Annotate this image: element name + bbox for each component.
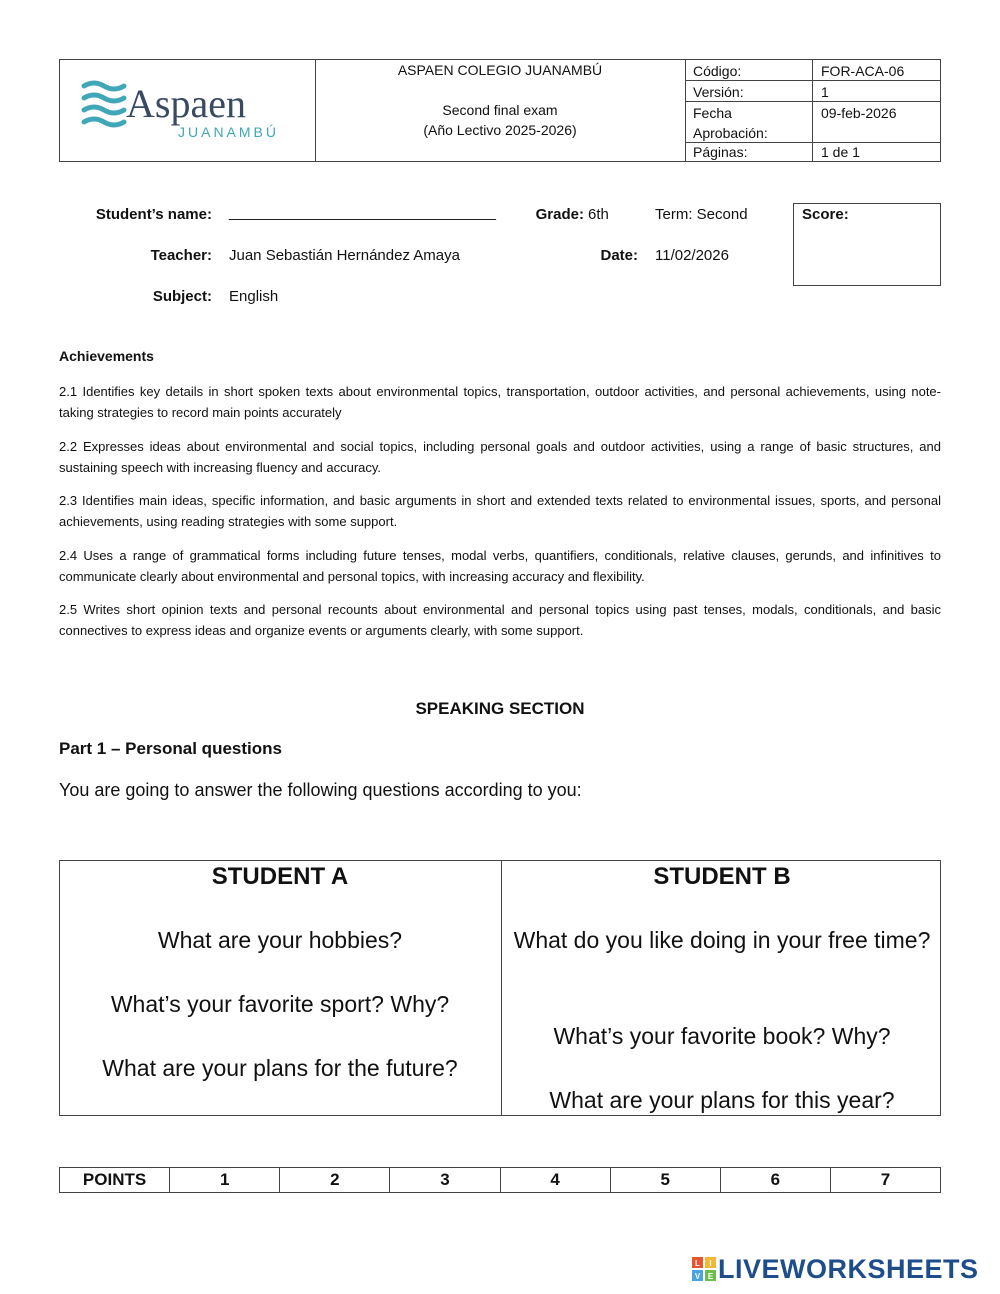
points-option-3[interactable]: 3 bbox=[390, 1168, 500, 1192]
student-b-title: STUDENT B bbox=[653, 863, 791, 890]
student-b-column bbox=[501, 861, 942, 1115]
term-text: Term: Second bbox=[655, 206, 748, 223]
student-name-label: Student’s name: bbox=[95, 206, 212, 223]
document-meta bbox=[685, 60, 940, 161]
points-option-7[interactable]: 7 bbox=[880, 1170, 891, 1189]
points-row bbox=[59, 1167, 941, 1193]
liveworksheets-brand bbox=[692, 1254, 979, 1284]
question: What’s your favorite book? Why? bbox=[553, 1023, 891, 1049]
logo-cell bbox=[60, 60, 316, 161]
svg-text:I: I bbox=[709, 1259, 712, 1268]
points-option-6[interactable]: 6 bbox=[721, 1168, 831, 1192]
exam-name: Second final exam bbox=[442, 102, 558, 118]
meta-value: 1 de 1 bbox=[821, 144, 860, 160]
achievement-item: 2.3 Identifies main ideas, specific information, and basic arguments in short and extended texts related to environmental issues, sports, and personal achievements, using reading strategies with some support. bbox=[59, 493, 941, 529]
meta-key: Fecha Aprobación: bbox=[693, 105, 768, 141]
student-a-column bbox=[60, 861, 500, 1115]
grade-value: 6th bbox=[588, 206, 609, 223]
teacher-label: Teacher: bbox=[150, 247, 212, 264]
meta-row-code bbox=[685, 60, 940, 81]
question: What are your plans for this year? bbox=[549, 1087, 895, 1113]
subject-value: English bbox=[229, 288, 279, 305]
points-option-4[interactable]: 4 bbox=[501, 1168, 611, 1192]
school-name: ASPAEN COLEGIO JUANAMBÚ bbox=[397, 62, 603, 78]
student-a-title: STUDENT A bbox=[211, 863, 349, 890]
student-name-field[interactable]: ________________________________ bbox=[229, 204, 496, 221]
svg-text:L: L bbox=[695, 1259, 700, 1268]
logo-wordmark: Aspaen bbox=[126, 81, 246, 126]
question: What’s your favorite sport? Why? bbox=[110, 991, 450, 1017]
svg-text:V: V bbox=[694, 1272, 701, 1281]
document-header-table bbox=[59, 59, 941, 162]
points-option-2[interactable]: 2 bbox=[280, 1168, 390, 1192]
meta-row-approval bbox=[685, 102, 940, 143]
meta-row-version bbox=[685, 81, 940, 102]
meta-key: Páginas: bbox=[693, 144, 748, 160]
achievements-title: Achievements bbox=[59, 348, 154, 364]
points-label: POINTS bbox=[60, 1168, 170, 1192]
instruction-text: You are going to answer the following questions according to you: bbox=[59, 780, 582, 800]
logo-subtext: JUANAMBÚ bbox=[178, 124, 280, 140]
meta-row-pages bbox=[685, 143, 940, 161]
subject-label: Subject: bbox=[152, 288, 212, 305]
school-title-cell bbox=[315, 60, 686, 161]
meta-value: FOR-ACA-06 bbox=[821, 63, 905, 79]
score-label: Score: bbox=[802, 206, 849, 223]
questions-table bbox=[59, 860, 941, 1116]
date-value: 11/02/2026 bbox=[655, 247, 729, 264]
grade-label: Grade: bbox=[535, 206, 584, 223]
svg-text:E: E bbox=[707, 1272, 714, 1281]
achievement-item: 2.4 Uses a range of grammatical forms including future tenses, modal verbs, quantifiers, conditionals, relative clauses, gerunds, and infinitives to communicate clearly about environmental and personal topics, with increasing accuracy and flexibility. bbox=[59, 548, 941, 584]
teacher-value: Juan Sebastián Hernández Amaya bbox=[229, 247, 460, 264]
achievement-item: 2.1 Identifies key details in short spoken texts about environmental topics, transportation, outdoor activities, and personal achievements, using note-taking strategies to record main points accurately bbox=[59, 384, 941, 420]
aspaen-logo-icon bbox=[80, 78, 130, 136]
liveworksheets-wordmark: LIVEWORKSHEETS bbox=[718, 1253, 979, 1284]
part-title: Part 1 – Personal questions bbox=[59, 739, 282, 758]
meta-value: 09-feb-2026 bbox=[821, 105, 897, 121]
school-year: (Año Lectivo 2025-2026) bbox=[423, 122, 577, 138]
date-label: Date: bbox=[600, 247, 638, 264]
section-title: SPEAKING SECTION bbox=[415, 699, 585, 718]
question: What are your plans for the future? bbox=[102, 1055, 458, 1081]
meta-key: Versión: bbox=[693, 84, 744, 100]
achievement-item: 2.2 Expresses ideas about environmental and social topics, including personal goals and outdoor activities, using a range of basic structures, and sustaining speech with increasing fluency and accuracy. bbox=[59, 439, 941, 475]
points-option-5[interactable]: 5 bbox=[611, 1168, 721, 1192]
meta-key: Código: bbox=[693, 63, 742, 79]
meta-value: 1 bbox=[821, 84, 829, 100]
points-option-1[interactable]: 1 bbox=[170, 1168, 280, 1192]
score-box[interactable] bbox=[793, 203, 941, 286]
question: What are your hobbies? bbox=[157, 927, 403, 953]
question: What do you like doing in your free time? bbox=[513, 927, 931, 953]
liveworksheets-logo-icon bbox=[692, 1257, 716, 1281]
achievement-item: 2.5 Writes short opinion texts and personal recounts about environmental and personal topics using past tenses, modals, conditionals, and basic connectives to express ideas and organize events or arguments clearly, with some support. bbox=[59, 602, 941, 638]
